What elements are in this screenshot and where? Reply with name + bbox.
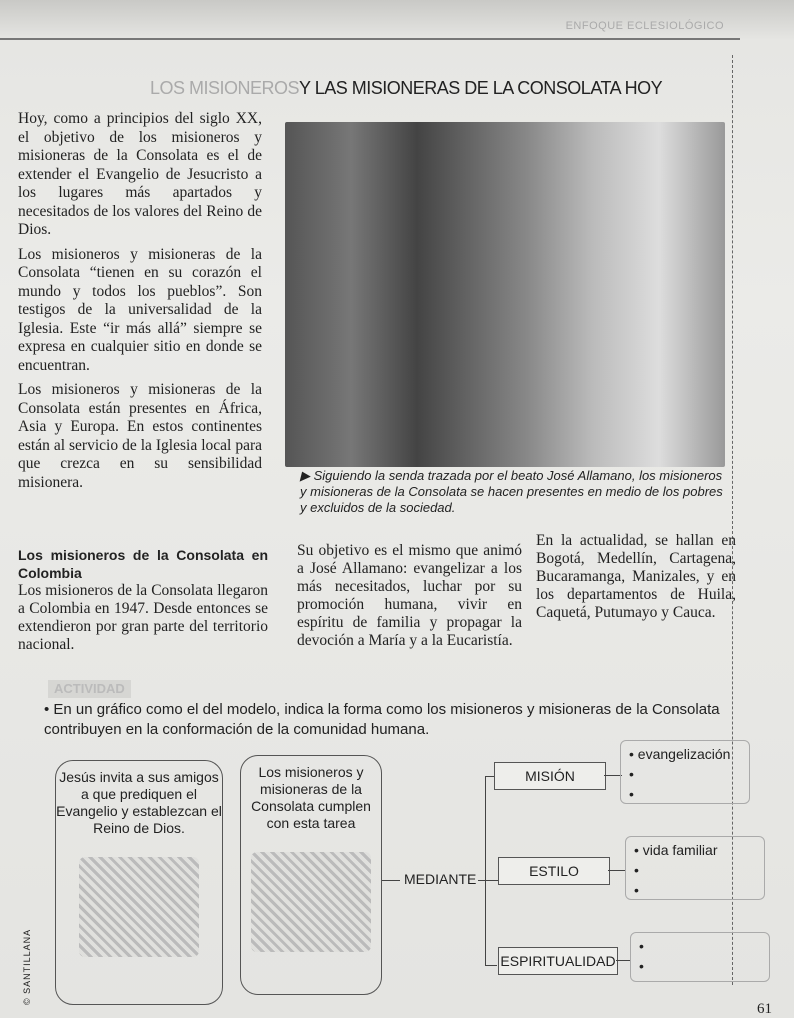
branch-espiritualidad: ESPIRITUALIDAD bbox=[498, 947, 618, 975]
activity-label: ACTIVIDAD bbox=[48, 680, 131, 698]
mediante-label: MEDIANTE bbox=[404, 871, 477, 887]
bracket-line bbox=[485, 776, 486, 966]
colombia-p2: Su objetivo es el mismo que animó a José Allamano: evangelizar a los más necesitados, luchar por su promoción humana, vivir en espíritu de familia y propagar la devoción a María y a la Eucaristía. bbox=[297, 542, 522, 649]
divider bbox=[0, 38, 740, 40]
colombia-section bbox=[18, 546, 268, 654]
box2-text: Los misioneros y misioneras de la Consolata cumplen con esta tarea bbox=[251, 764, 371, 831]
answer-box-estilo[interactable] bbox=[625, 836, 765, 900]
page-title bbox=[150, 78, 662, 99]
colombia-p3: En la actualidad, se hallan en Bogotá, Medellín, Cartagena, Bucaramanga, Manizales, y en los departamentos de Huila, Caquetá, Putumayo y Cauca. bbox=[536, 532, 736, 621]
answer-item: • evangelización bbox=[629, 746, 731, 762]
connector bbox=[478, 880, 498, 881]
branch-mision: MISIÓN bbox=[494, 762, 606, 790]
missionaries-photo bbox=[285, 122, 725, 467]
answer-item: • bbox=[639, 958, 644, 974]
colombia-heading: Los misioneros de la Consolata en Colombia bbox=[18, 547, 268, 581]
intro-p2: Los misioneros y misioneras de la Consolata “tienen en su corazón el mundo y todos los pueblos”. Son testigos de la universalidad de la Iglesia. Este “ir más allá” siempre se expresa en cualquier sitio en donde se encuentran. bbox=[18, 245, 262, 374]
caption-text: Siguiendo la senda trazada por el beato José Allamano, los misioneros y misioneras de la Consolata se hacen presentes en medio de los pobres y excluidos de la sociedad. bbox=[300, 468, 723, 515]
model-box-jesus bbox=[55, 760, 223, 1005]
publisher-credit: © SANTILLANA bbox=[22, 928, 32, 1005]
intro-p1: Hoy, como a principios del siglo XX, el objetivo de los misioneros y misioneras de la Consolata es el de extender el Evangelio de Jesucristo a los lugares más apartados y necesitados de los valores del Reino de Dios. bbox=[18, 110, 262, 238]
answer-item: • bbox=[629, 766, 634, 782]
section-header: ENFOQUE ECLESIOLÓGICO bbox=[565, 20, 724, 32]
connector bbox=[616, 960, 630, 961]
instruction-text: En un gráfico como el del modelo, indica la forma como los misioneros y misioneras de la Consolata contribuyen en la conformación de la comunidad humana. bbox=[44, 701, 720, 738]
title-main: Y LAS MISIONERAS DE LA CONSOLATA HOY bbox=[299, 78, 663, 98]
model-box-missionaries bbox=[240, 755, 382, 995]
answer-box-espiritualidad[interactable] bbox=[630, 932, 770, 982]
answer-item: • bbox=[634, 882, 639, 898]
connector bbox=[485, 965, 497, 966]
jesus-illustration bbox=[79, 857, 199, 957]
connector bbox=[382, 880, 400, 881]
branch-estilo: ESTILO bbox=[498, 857, 610, 885]
activity-instruction: • En un gráfico como el del modelo, indica la forma como los misioneros y misioneras de la Consolata contribuyen en la conformación de la comunidad humana. bbox=[44, 701, 720, 738]
colombia-p1: Los misioneros de la Consolata llegaron a Colombia en 1947. Desde entonces se extendieron por gran parte del territorio nacional. bbox=[18, 582, 268, 653]
box1-text: Jesús invita a sus amigos a que prediquen el Evangelio y establezcan el Reino de Dios. bbox=[56, 769, 222, 836]
answer-item: • bbox=[634, 862, 639, 878]
connector bbox=[608, 870, 626, 871]
answer-text: evangelización bbox=[637, 746, 731, 762]
title-faded: LOS MISIONEROS bbox=[150, 78, 300, 98]
photo-caption: ▶ Siguiendo la senda trazada por el beato José Allamano, los misioneros y misioneras de la Consolata se hacen presentes en medio de los pobres y excluidos de la sociedad. bbox=[300, 468, 723, 515]
page-number: 61 bbox=[757, 1001, 772, 1017]
answer-item: • bbox=[639, 938, 644, 954]
answer-text: vida familiar bbox=[642, 842, 718, 858]
intro-p3: Los misioneros y misioneras de la Consolata están presentes en África, Asia y Europa. En estos continentes están al servicio de la Iglesia local para que crezca en su sensibilidad misionera. bbox=[18, 381, 262, 491]
answer-item: • vida familiar bbox=[634, 842, 718, 858]
answer-box-mision[interactable] bbox=[620, 740, 750, 804]
intro-text bbox=[18, 110, 262, 498]
answer-item: • bbox=[629, 786, 634, 802]
missionaries-illustration bbox=[251, 852, 371, 952]
